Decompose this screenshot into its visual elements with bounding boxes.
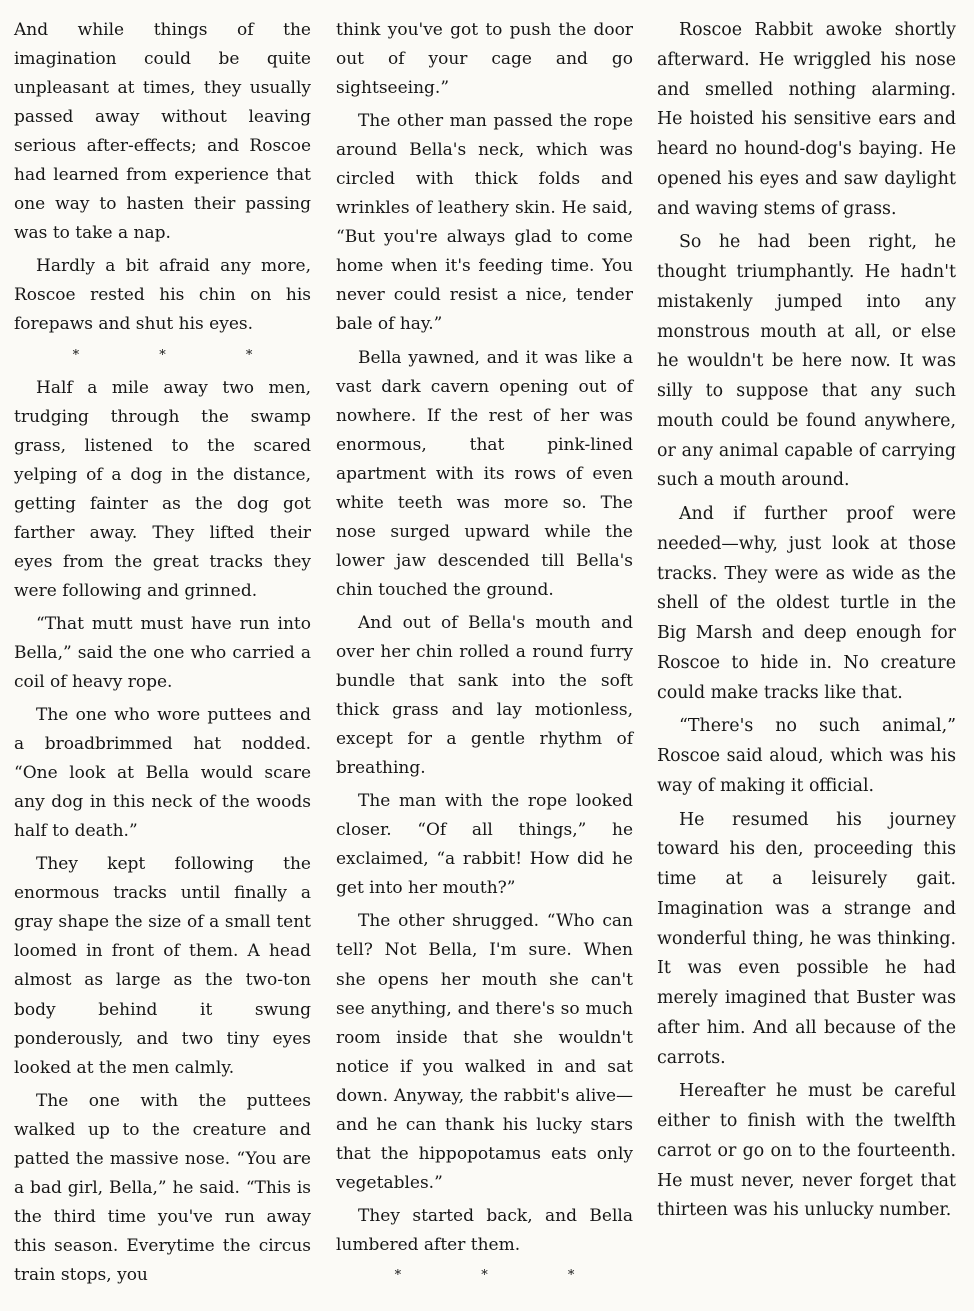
section-separator: * * * — [72, 347, 291, 363]
paragraph: He resumed his journey toward his den, proceeding this time at a leisurely gait. Imagination was a strange and wonderful thing, he was thinking. It was even possible he had merely imagined that Buster was after him. And all because of the carrots. — [657, 809, 956, 1068]
paragraph: And out of Bella's mouth and over her chin rolled a round furry bundle that sank into the soft thick grass and lay motionless, except for a gentle rhythm of breathing. — [336, 612, 633, 779]
paragraph: They kept following the enormous tracks until finally a gray shape the size of a small tent loomed in front of them. A head almost as large as the two-ton body behind it swung ponderously, and two tiny eyes looked at the men calmly. — [14, 854, 311, 1078]
text-column-3 — [657, 16, 956, 1230]
text-column-1 — [14, 16, 311, 1294]
text-column-2 — [336, 16, 633, 1294]
paragraph: “That mutt must have run into Bella,” said the one who carried a coil of heavy rope. — [14, 613, 311, 692]
section-separator: * * * — [394, 1267, 613, 1283]
paragraph: And while things of the imagination could be quite unpleasant at times, they usually passed away without leaving serious after-effects; and Roscoe had learned from experience that one way to hasten their passing was to take a nap. — [14, 20, 311, 244]
paragraph: So he had been right, he thought triumphantly. He hadn't mistakenly jumped into any monstrous mouth at all, or else he wouldn't be here now. It was silly to suppose that any such mouth could be found anywhere, or any animal capable of carrying such a mouth around. — [657, 232, 956, 491]
paragraph: They started back, and Bella lumbered after them. — [336, 1205, 633, 1255]
paragraph: Roscoe Rabbit awoke shortly afterward. He wriggled his nose and smelled nothing alarming. He hoisted his sensitive ears and heard no hound-dog's baying. He opened his eyes and saw daylight and waving stems of grass. — [657, 20, 956, 219]
paragraph: Hardly a bit afraid any more, Roscoe rested his chin on his forepaws and shut his eyes. — [14, 256, 311, 335]
paragraph: Half a mile away two men, trudging through the swamp grass, listened to the scared yelping of a dog in the distance, getting fainter as the dog got farther away. They lifted their eyes from the great tracks they were following and grinned. — [14, 377, 311, 601]
paragraph: Bella yawned, and it was like a vast dark cavern opening out of nowhere. If the rest of her was enormous, that pink-lined apartment with its rows of even white teeth was more so. The nose surged upward while the lower jaw descended till Bella's chin touched the ground. — [336, 347, 633, 600]
paragraph: “There's no such animal,” Roscoe said aloud, which was his way of making it official. — [657, 716, 956, 796]
paragraph: The one with the puttees walked up to the creature and patted the massive nose. “You are a bad girl, Bella,” he said. “This is the third time you've run away this season. Everytime the circus train stops, you — [14, 1090, 311, 1285]
paragraph: The other shrugged. “Who can tell? Not Bella, I'm sure. When she opens her mouth she can't see anything, and there's so much room inside that she wouldn't notice if you walked in and sat down. Anyway, the rabbit's alive—and he can thank his lucky stars that the hippopotamus eats only vegetables.” — [336, 911, 633, 1193]
paragraph: Hereafter he must be careful either to finish with the twelfth carrot or go on to the fourteenth. He must never, never forget that thirteen was his unlucky number. — [657, 1081, 956, 1221]
paragraph: The man with the rope looked closer. “Of all things,” he exclaimed, “a rabbit! How did he get into her mouth?” — [336, 791, 633, 899]
paragraph: The other man passed the rope around Bella's neck, which was circled with thick folds and wrinkles of leathery skin. He said, “But you're always glad to come home when it's feeding time. You never could resist a nice, tender bale of hay.” — [336, 111, 633, 335]
paragraph: The one who wore puttees and a broadbrimmed hat nodded. “One look at Bella would scare any dog in this neck of the woods half to death.” — [14, 705, 311, 842]
paragraph: And if further proof were needed—why, just look at those tracks. They were as wide as the shell of the oldest turtle in the Big Marsh and deep enough for Roscoe to hide in. No creature could make tracks like that. — [657, 504, 956, 703]
paragraph: think you've got to push the door out of your cage and go sightseeing.” — [336, 20, 633, 99]
